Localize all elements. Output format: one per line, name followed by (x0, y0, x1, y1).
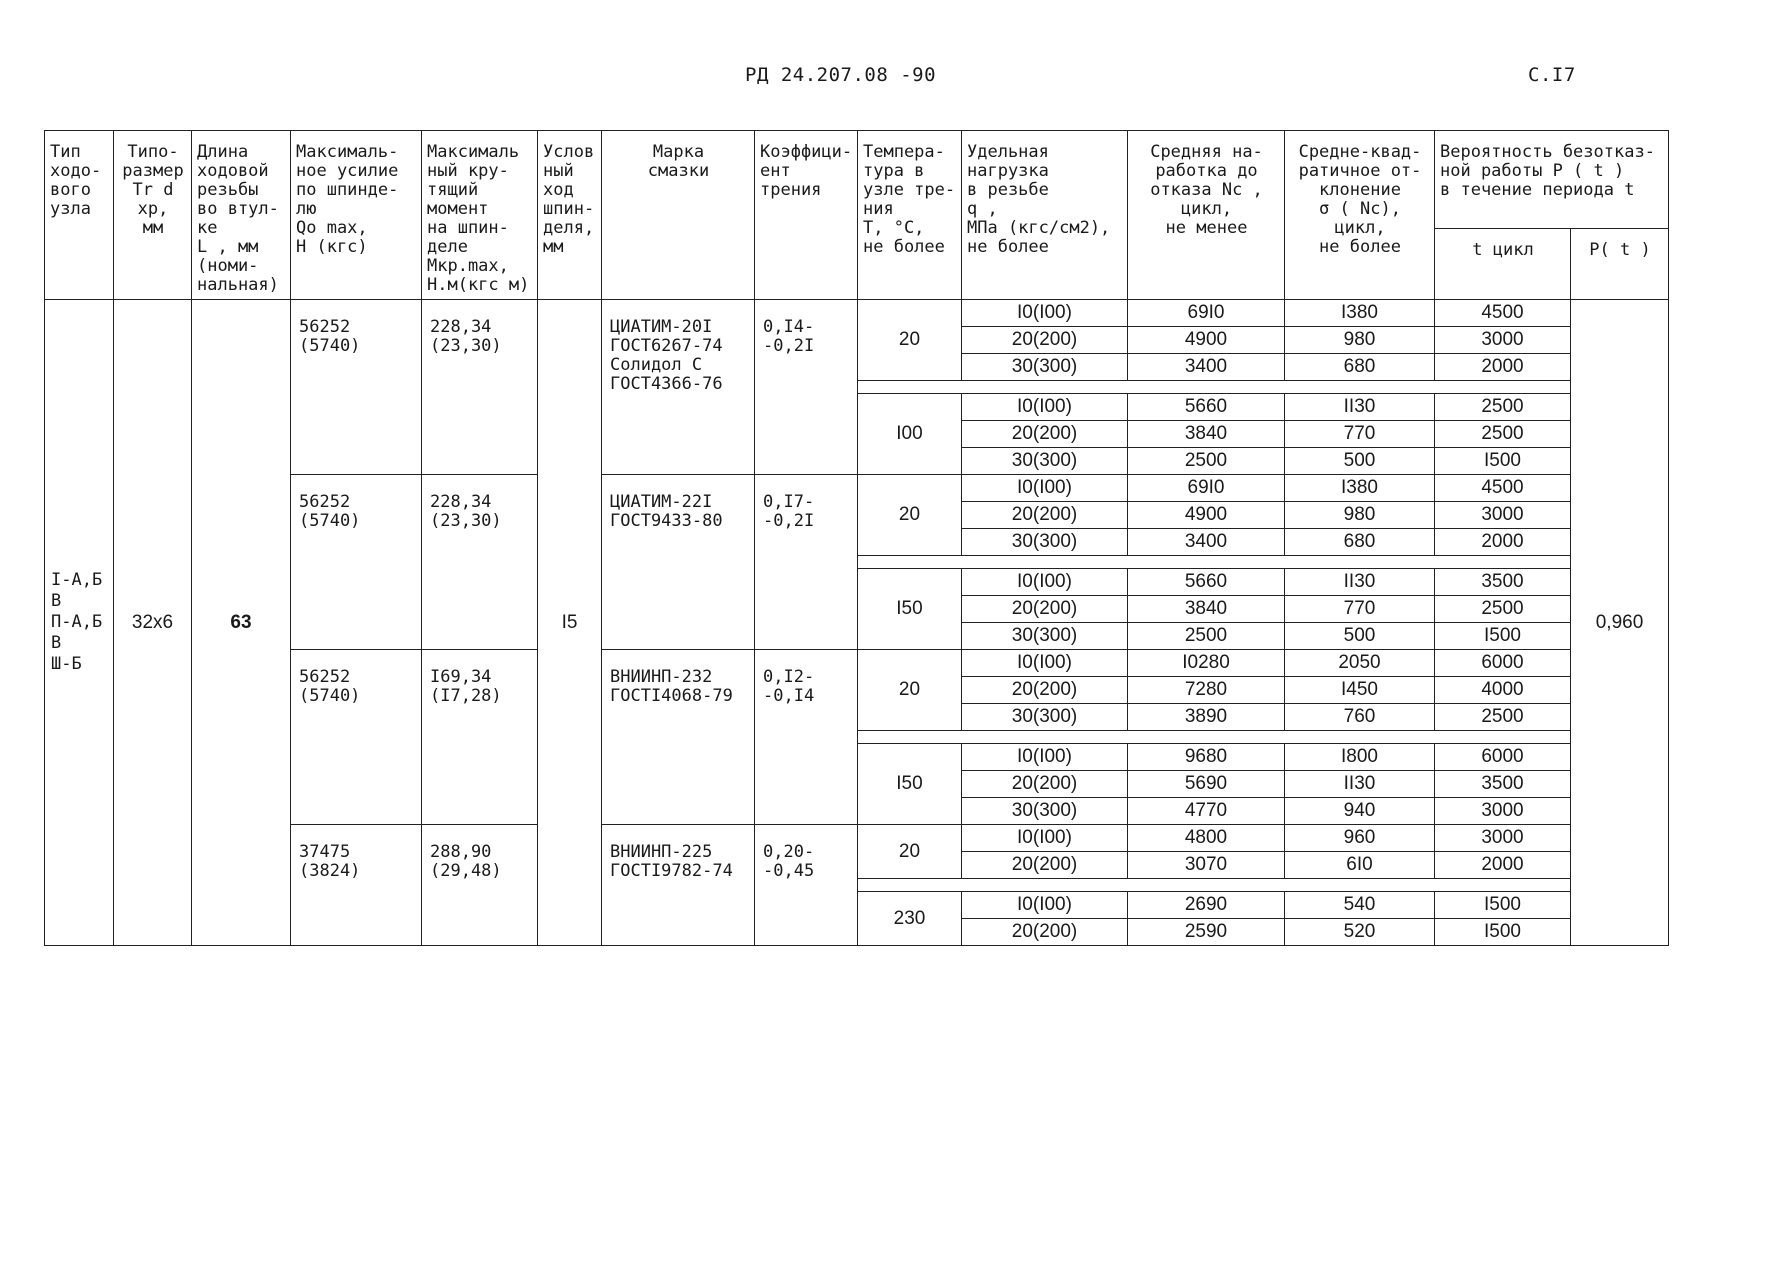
std-cell: II30 (1285, 394, 1435, 421)
header-stroke: Услов ный ход шпин- деля, мм (538, 131, 602, 300)
std-cell: I380 (1285, 300, 1435, 327)
load-cell: 20(200) (962, 596, 1128, 623)
t-cycle-cell: 3500 (1435, 771, 1571, 798)
mean-cell: 3840 (1128, 596, 1285, 623)
spacer-cell (1128, 879, 1285, 892)
t-cycle-cell: I500 (1435, 892, 1571, 919)
t-cycle-cell: 2000 (1435, 852, 1571, 879)
load-cell: I0(I00) (962, 300, 1128, 327)
spacer-cell (1285, 731, 1435, 744)
temperature-cell: I50 (858, 744, 962, 825)
std-cell: I800 (1285, 744, 1435, 771)
mean-cell: 5690 (1128, 771, 1285, 798)
std-cell: 980 (1285, 502, 1435, 529)
mean-cell: 9680 (1128, 744, 1285, 771)
spacer-cell (962, 879, 1128, 892)
length-cell: 63 (192, 300, 291, 946)
header-std: Средне-квад- ратичное от- клонение σ ( Nc), цикл, не более (1285, 131, 1435, 300)
load-cell: 20(200) (962, 502, 1128, 529)
header-probability: Вероятность безотказ- ной работы Р ( t ) в течение периода t (1435, 131, 1669, 229)
document-code: РД 24.207.08 -90 (745, 64, 937, 86)
t-cycle-cell: 3500 (1435, 569, 1571, 596)
mean-cell: 3890 (1128, 704, 1285, 731)
std-cell: 500 (1285, 448, 1435, 475)
spacer-cell (962, 381, 1128, 394)
mean-cell: I0280 (1128, 650, 1285, 677)
temperature-cell: 20 (858, 300, 962, 381)
t-cycle-cell: 4000 (1435, 677, 1571, 704)
t-cycle-cell: 3000 (1435, 327, 1571, 354)
friction-cell: 0,I7- -0,2I (755, 475, 858, 650)
std-cell: 520 (1285, 919, 1435, 946)
temperature-cell: 20 (858, 475, 962, 556)
header-force: Максималь- ное усилие по шпинде- лю Qo max, Н (кгс) (291, 131, 422, 300)
size-cell: 32х6 (114, 300, 192, 946)
spacer-cell (1128, 556, 1285, 569)
mean-cell: 3400 (1128, 354, 1285, 381)
header-torque: Максималь ный кру- тящий момент на шпин- деле Мкр.max, Н.м(кгс м) (422, 131, 538, 300)
mean-cell: 5660 (1128, 569, 1285, 596)
load-cell: 30(300) (962, 623, 1128, 650)
t-cycle-cell: 3000 (1435, 502, 1571, 529)
std-cell: 6I0 (1285, 852, 1435, 879)
mean-cell: 2500 (1128, 448, 1285, 475)
t-cycle-cell: 2500 (1435, 421, 1571, 448)
force-cell: 37475 (3824) (291, 825, 422, 946)
std-cell: 500 (1285, 623, 1435, 650)
load-cell: I0(I00) (962, 475, 1128, 502)
spacer-cell (1285, 556, 1435, 569)
lubricant-cell: ЦИАТИМ-22I ГОСТ9433-80 (602, 475, 755, 650)
spacer-cell (1285, 879, 1435, 892)
std-cell: 2050 (1285, 650, 1435, 677)
std-cell: 770 (1285, 421, 1435, 448)
t-cycle-cell: 6000 (1435, 744, 1571, 771)
mean-cell: 4770 (1128, 798, 1285, 825)
unit-type-cell: I-А,Б В П-А,Б В Ш-Б (45, 300, 114, 946)
header-p-t: Р( t ) (1571, 228, 1669, 299)
t-cycle-cell: 2500 (1435, 704, 1571, 731)
torque-cell: 288,90 (29,48) (422, 825, 538, 946)
mean-cell: 4900 (1128, 502, 1285, 529)
t-cycle-cell: 4500 (1435, 300, 1571, 327)
load-cell: 30(300) (962, 529, 1128, 556)
t-cycle-cell: 2500 (1435, 596, 1571, 623)
spacer-cell (858, 556, 962, 569)
table-row (45, 300, 1669, 327)
load-cell: 20(200) (962, 421, 1128, 448)
load-cell: 30(300) (962, 704, 1128, 731)
temperature-cell: I50 (858, 569, 962, 650)
temperature-cell: 20 (858, 825, 962, 879)
spacer-cell (858, 381, 962, 394)
load-cell: 20(200) (962, 327, 1128, 354)
header-temperature: Темпера- тура в узле тре- ния T, °C, не более (858, 131, 962, 300)
mean-cell: 2590 (1128, 919, 1285, 946)
t-cycle-cell: 2000 (1435, 529, 1571, 556)
std-cell: II30 (1285, 771, 1435, 798)
load-cell: 30(300) (962, 798, 1128, 825)
std-cell: I380 (1285, 475, 1435, 502)
header-mean: Средняя на- работка до отказа Nc , цикл, не менее (1128, 131, 1285, 300)
t-cycle-cell: 2000 (1435, 354, 1571, 381)
header-t-cycle: t цикл (1435, 228, 1571, 299)
header-lubricant: Марка смазки (602, 131, 755, 300)
t-cycle-cell: 6000 (1435, 650, 1571, 677)
load-cell: I0(I00) (962, 650, 1128, 677)
lubricant-cell: ЦИАТИМ-20I ГОСТ6267-74 Солидол С ГОСТ4366-76 (602, 300, 755, 475)
load-cell: 20(200) (962, 852, 1128, 879)
t-cycle-cell: 3000 (1435, 825, 1571, 852)
force-cell: 56252 (5740) (291, 650, 422, 825)
mean-cell: 3070 (1128, 852, 1285, 879)
load-cell: 20(200) (962, 677, 1128, 704)
header-type: Тип ходо- вого узла (45, 131, 114, 300)
header-size: Типо- размер Tr d xр, мм (114, 131, 192, 300)
stroke-cell: I5 (538, 300, 602, 946)
mean-cell: 69I0 (1128, 300, 1285, 327)
spacer-cell (962, 731, 1128, 744)
force-cell: 56252 (5740) (291, 475, 422, 650)
load-cell: I0(I00) (962, 892, 1128, 919)
std-cell: 980 (1285, 327, 1435, 354)
page-number: С.I7 (1528, 64, 1576, 86)
load-cell: 30(300) (962, 448, 1128, 475)
std-cell: I450 (1285, 677, 1435, 704)
temperature-cell: 20 (858, 650, 962, 731)
load-cell: I0(I00) (962, 744, 1128, 771)
t-cycle-cell: 2500 (1435, 394, 1571, 421)
t-cycle-cell: I500 (1435, 448, 1571, 475)
spacer-cell (858, 731, 962, 744)
probability-cell: 0,960 (1571, 300, 1669, 946)
mean-cell: 2690 (1128, 892, 1285, 919)
std-cell: II30 (1285, 569, 1435, 596)
spacer-cell (1128, 731, 1285, 744)
mean-cell: 3840 (1128, 421, 1285, 448)
specifications-table (44, 130, 1669, 946)
mean-cell: 69I0 (1128, 475, 1285, 502)
load-cell: I0(I00) (962, 825, 1128, 852)
spacer-cell (962, 556, 1128, 569)
mean-cell: 2500 (1128, 623, 1285, 650)
std-cell: 540 (1285, 892, 1435, 919)
t-cycle-cell: 3000 (1435, 798, 1571, 825)
lubricant-cell: ВНИИНП-232 ГОСТI4068-79 (602, 650, 755, 825)
header-length: Длина ходовой резьбы во втул- ке L , мм (номи- нальная) (192, 131, 291, 300)
force-cell: 56252 (5740) (291, 300, 422, 475)
torque-cell: I69,34 (I7,28) (422, 650, 538, 825)
friction-cell: 0,I2- -0,I4 (755, 650, 858, 825)
std-cell: 770 (1285, 596, 1435, 623)
spacer-cell (1128, 381, 1285, 394)
mean-cell: 4800 (1128, 825, 1285, 852)
load-cell: 20(200) (962, 771, 1128, 798)
table-header (45, 131, 1669, 300)
table-body (45, 300, 1669, 946)
torque-cell: 228,34 (23,30) (422, 300, 538, 475)
friction-cell: 0,20- -0,45 (755, 825, 858, 946)
spacer-cell (858, 879, 962, 892)
header-load: Удельная нагрузка в резьбе q , МПа (кгс/см2), не более (962, 131, 1128, 300)
temperature-cell: 230 (858, 892, 962, 946)
std-cell: 680 (1285, 354, 1435, 381)
load-cell: 30(300) (962, 354, 1128, 381)
load-cell: I0(I00) (962, 569, 1128, 596)
mean-cell: 7280 (1128, 677, 1285, 704)
std-cell: 960 (1285, 825, 1435, 852)
mean-cell: 3400 (1128, 529, 1285, 556)
lubricant-cell: ВНИИНП-225 ГОСТI9782-74 (602, 825, 755, 946)
mean-cell: 4900 (1128, 327, 1285, 354)
spacer-cell (1285, 381, 1435, 394)
std-cell: 940 (1285, 798, 1435, 825)
torque-cell: 228,34 (23,30) (422, 475, 538, 650)
t-cycle-cell: I500 (1435, 919, 1571, 946)
t-cycle-cell: 4500 (1435, 475, 1571, 502)
temperature-cell: I00 (858, 394, 962, 475)
mean-cell: 5660 (1128, 394, 1285, 421)
std-cell: 760 (1285, 704, 1435, 731)
load-cell: I0(I00) (962, 394, 1128, 421)
header-friction: Коэффици- ент трения (755, 131, 858, 300)
std-cell: 680 (1285, 529, 1435, 556)
friction-cell: 0,I4- -0,2I (755, 300, 858, 475)
t-cycle-cell: I500 (1435, 623, 1571, 650)
load-cell: 20(200) (962, 919, 1128, 946)
